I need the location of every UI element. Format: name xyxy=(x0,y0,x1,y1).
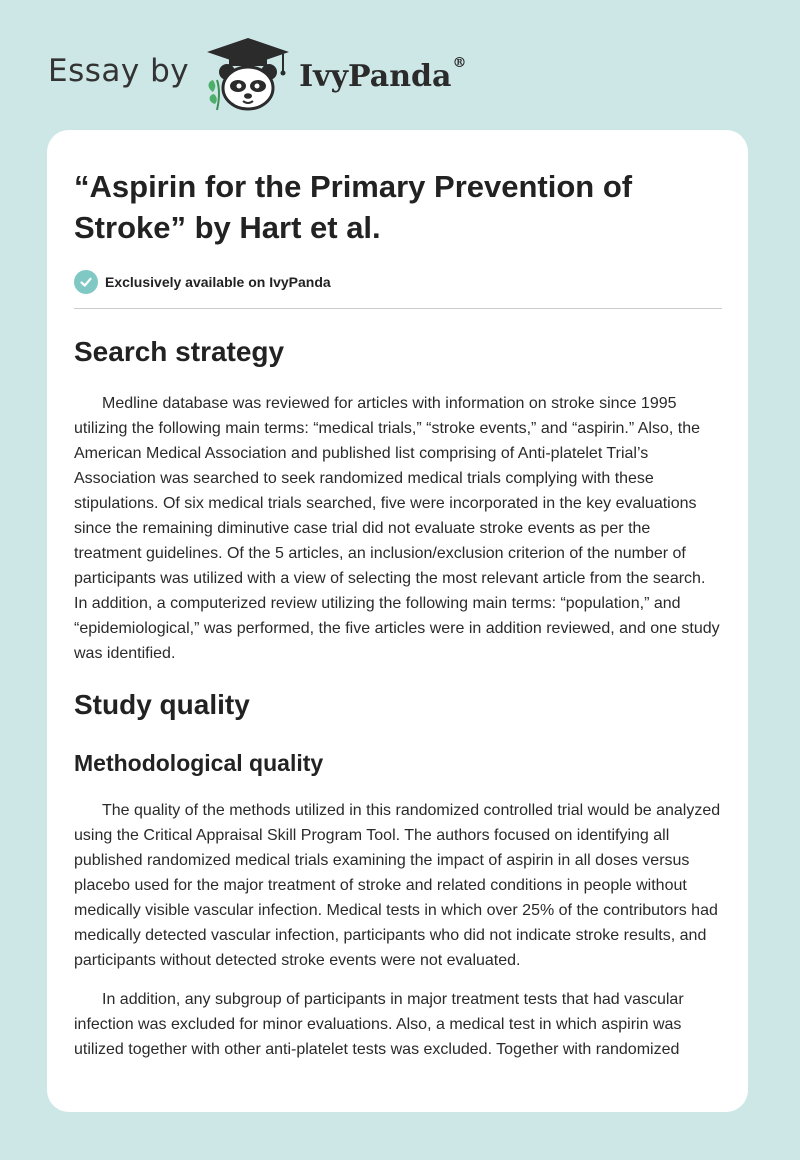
exclusive-badge xyxy=(74,270,722,294)
panda-graduate-logo-icon[interactable] xyxy=(203,36,293,112)
paragraph: In addition, any subgroup of participants in major treatment tests that had vascular infection was excluded for minor evaluations. Also, a medical test in which aspirin was utilized together with other anti-platelet tests was excluded. Together with randomized xyxy=(74,991,684,1058)
site-header xyxy=(48,34,466,114)
article-title: “Aspirin for the Primary Prevention of Stroke” by Hart et al. xyxy=(74,169,633,245)
article-card xyxy=(47,130,748,1112)
registered-mark: ® xyxy=(452,54,467,71)
section-heading-study-quality: Study quality xyxy=(74,689,250,720)
section-heading-search-strategy: Search strategy xyxy=(74,336,285,367)
subheading-methodological-quality: Methodological quality xyxy=(74,750,324,776)
essay-by-label: Essay by xyxy=(48,53,190,89)
paragraph: Medline database was reviewed for articles with information on stroke since 1995 utilizing the following main terms: “medical trials,” “stroke events,” and “aspirin.” Also, the American Medical Association and published list comprising of Anti-platelet Trial’s Association was searched to seek randomized medical trials complying with these stipulations. Of six medical trials searched, five were incorporated in the key evaluations since the remaining diminutive case trial did not evaluate stroke events as per the treatment guidelines. Of the 5 articles, an inclusion/exclusion criterion of the number of participants was utilized with a view of selecting the most relevant article from the search. In addition, a computerized review utilizing the following main terms: “population,” and “epidemiological,” was performed, the five articles were in addition reviewed, and one study was identified. xyxy=(74,395,720,662)
brand-label: IvyPanda xyxy=(299,58,452,94)
paragraph: The quality of the methods utilized in this randomized controlled trial would be analyzed using the Critical Appraisal Skill Program Tool. The authors focused on identifying all published randomized medical trials examining the impact of aspirin in all doses versus placebo used for the major treatment of stroke and related conditions in people without medically visible vascular infection. Medical tests in which over 25% of the contributors had medically detected vascular infection, participants who did not indicate stroke results, and participants without detected stroke events were not evaluated. xyxy=(74,802,721,969)
exclusive-badge-text: Exclusively available on IvyPanda xyxy=(105,274,331,290)
title-divider xyxy=(74,308,722,309)
check-icon xyxy=(74,270,98,294)
brand-name[interactable] xyxy=(299,54,467,94)
